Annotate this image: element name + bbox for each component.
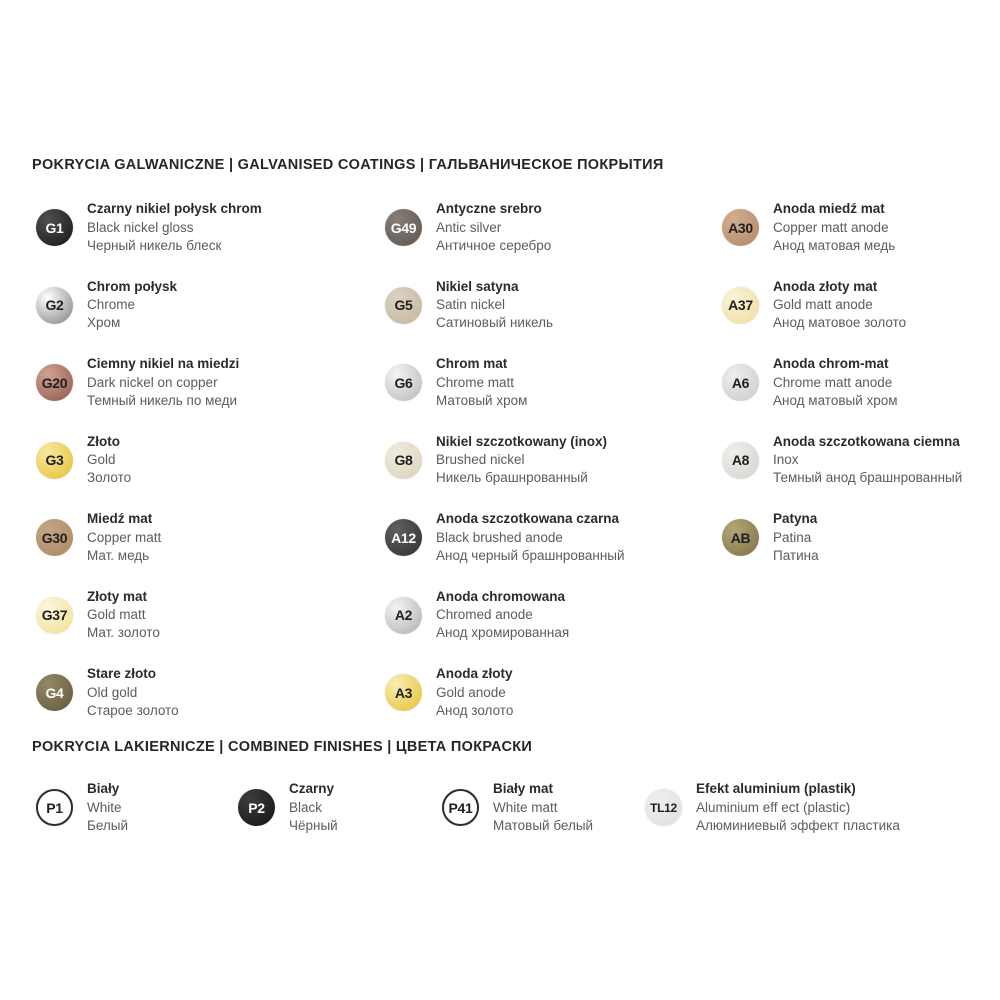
finish-name-en: Gold matt	[87, 607, 146, 623]
finish-swatch-p1	[36, 789, 73, 826]
finish-name-ru: Анод матовая медь	[773, 237, 896, 253]
finish-name-ru: Темный никель по меди	[87, 392, 237, 408]
finish-code: G1	[45, 219, 64, 236]
finish-item-ab	[722, 499, 962, 577]
finish-name-ru: Сатиновый никель	[436, 315, 553, 331]
finish-name-en: Black brushed anode	[436, 529, 563, 545]
finish-name-pl: Anoda szczotkowana czarna	[436, 511, 620, 527]
finish-swatch-a30	[722, 209, 759, 246]
finish-name-pl: Chrom mat	[436, 356, 508, 372]
finish-name-ru: Хром	[87, 315, 121, 331]
finish-name-ru: Патина	[773, 547, 819, 563]
finish-name-pl: Chrom połysk	[87, 278, 178, 294]
finish-labels	[436, 588, 569, 643]
finish-swatch-g2	[36, 287, 73, 324]
finish-name-pl: Czarny	[289, 781, 335, 797]
lacquered-column-1	[36, 769, 128, 847]
finish-labels	[773, 355, 898, 410]
finish-item-g3	[36, 422, 262, 500]
finish-name-pl: Anoda chromowana	[436, 588, 566, 604]
finish-labels	[493, 780, 593, 835]
finish-item-g30	[36, 499, 262, 577]
finish-name-en: Antic silver	[436, 219, 502, 235]
finish-name-ru: Античное серебро	[436, 237, 552, 253]
finish-name-en: White	[87, 799, 122, 815]
finish-name-en: Copper matt anode	[773, 219, 889, 235]
finish-swatch-g3	[36, 442, 73, 479]
finish-name-en: Brushed nickel	[436, 452, 525, 468]
finish-labels	[773, 278, 906, 333]
finish-name-pl: Nikiel satyna	[436, 278, 519, 294]
section-title-galvanised-coatings: POKRYCIA GALWANICZNE | GALVANISED COATINGS | ГАЛЬВАНИЧЕСКОЕ ПОКРЫТИЯ	[32, 157, 664, 173]
finish-code: AB	[730, 529, 751, 546]
finish-item-a2	[385, 577, 625, 655]
finish-code: G5	[394, 297, 413, 314]
finish-code: A3	[394, 684, 413, 701]
finish-name-ru: Анод матовое золото	[773, 315, 907, 331]
finish-labels	[773, 433, 962, 488]
finish-name-en: Aluminium eff ect (plastic)	[696, 799, 851, 815]
finish-name-pl: Złoto	[87, 433, 120, 449]
finish-swatch-g5	[385, 287, 422, 324]
finish-name-pl: Czarny nikiel połysk chrom	[87, 201, 262, 217]
finish-name-ru: Чёрный	[289, 817, 338, 833]
finish-labels	[289, 780, 338, 835]
finish-name-pl: Patyna	[773, 511, 818, 527]
finish-name-ru: Анод хромированная	[436, 625, 570, 641]
finish-name-en: Gold	[87, 452, 116, 468]
finish-name-en: Chrome	[87, 297, 136, 313]
finish-name-pl: Ciemny nikiel na miedzi	[87, 356, 240, 372]
finish-name-en: Dark nickel on copper	[87, 374, 218, 390]
finish-item-g1	[36, 189, 262, 267]
finish-name-ru: Золото	[87, 470, 132, 486]
lacquered-column-2	[238, 769, 338, 847]
finish-swatch-g8	[385, 442, 422, 479]
finish-name-en: Patina	[773, 529, 812, 545]
finish-labels	[87, 200, 262, 255]
finish-item-p2	[238, 769, 338, 847]
finish-name-pl: Złoty mat	[87, 588, 148, 604]
finish-labels	[87, 433, 131, 488]
finish-labels	[87, 355, 239, 410]
finish-name-ru: Анод матовый хром	[773, 392, 898, 408]
finish-name-en: Satin nickel	[436, 297, 506, 313]
section-title-combined-finishes: POKRYCIA LAKIERNICZE | COMBINED FINISHES | ЦВЕТА ПОКРАСКИ	[32, 739, 533, 755]
finish-labels	[436, 278, 553, 333]
finish-item-a12	[385, 499, 625, 577]
finish-swatch-a3	[385, 674, 422, 711]
finish-name-en: Gold anode	[436, 684, 506, 700]
finish-item-a6	[722, 344, 962, 422]
finish-name-ru: Матовый белый	[493, 817, 594, 833]
finish-code: P1	[46, 799, 63, 816]
finish-labels	[87, 278, 177, 333]
finish-name-en: Black	[289, 799, 323, 815]
finish-code: G37	[41, 607, 68, 624]
finish-name-ru: Анод черный брашнрованный	[436, 547, 625, 563]
finish-name-ru: Алюминиевый эффект пластика	[696, 817, 900, 833]
finish-swatch-a12	[385, 519, 422, 556]
finish-swatch-tl12	[645, 789, 682, 826]
finish-name-ru: Мат. медь	[87, 547, 150, 563]
finish-code: G8	[394, 452, 413, 469]
finish-code: G3	[45, 452, 64, 469]
finish-code: A2	[394, 607, 413, 624]
finish-swatch-a37	[722, 287, 759, 324]
finish-name-pl: Antyczne srebro	[436, 201, 542, 217]
finish-name-pl: Stare złoto	[87, 666, 157, 682]
finish-swatch-a8	[722, 442, 759, 479]
finish-item-g8	[385, 422, 625, 500]
finish-name-en: Chrome matt	[436, 374, 515, 390]
finish-item-a8	[722, 422, 962, 500]
lacquered-column-4	[645, 769, 900, 847]
finish-name-pl: Efekt aluminium (plastik)	[696, 781, 856, 797]
finish-name-ru: Черный никель блеск	[87, 237, 222, 253]
finish-swatch-g6	[385, 364, 422, 401]
finish-item-g4	[36, 654, 262, 732]
finish-name-ru: Никель брашнрованный	[436, 470, 588, 486]
finish-name-pl: Anoda chrom-mat	[773, 356, 889, 372]
finish-code: TL12	[650, 800, 677, 815]
finish-labels	[436, 510, 625, 565]
finish-swatch-g4	[36, 674, 73, 711]
finish-item-g5	[385, 267, 625, 345]
finish-name-en: Copper matt	[87, 529, 162, 545]
finish-code: G4	[45, 684, 64, 701]
finish-labels	[87, 510, 161, 565]
finish-item-a30	[722, 189, 962, 267]
finish-item-a37	[722, 267, 962, 345]
finish-name-pl: Anoda złoty mat	[773, 278, 878, 294]
finish-swatch-ab	[722, 519, 759, 556]
finish-name-en: Black nickel gloss	[87, 219, 194, 235]
finish-labels	[436, 355, 527, 410]
finish-code: G20	[41, 374, 68, 391]
finish-name-en: White matt	[493, 799, 558, 815]
finish-code: A30	[728, 219, 753, 236]
finish-labels	[87, 665, 179, 720]
galvanised-column-2	[385, 189, 625, 732]
finish-swatch-g30	[36, 519, 73, 556]
finish-name-pl: Nikiel szczotkowany (inox)	[436, 433, 608, 449]
finish-labels	[773, 200, 895, 255]
finish-name-ru: Мат. золото	[87, 625, 160, 641]
finish-swatch-g20	[36, 364, 73, 401]
finish-code: A12	[391, 529, 416, 546]
finish-item-g2	[36, 267, 262, 345]
finish-code: A8	[731, 452, 750, 469]
lacquered-column-3	[442, 769, 593, 847]
galvanised-column-1	[36, 189, 262, 732]
finish-labels	[87, 588, 160, 643]
finish-labels	[436, 665, 513, 720]
finish-name-ru: Анод золото	[436, 702, 514, 718]
finish-name-pl: Anoda złoty	[436, 666, 513, 682]
finish-item-g37	[36, 577, 262, 655]
finish-labels	[436, 200, 551, 255]
finish-name-pl: Miedź mat	[87, 511, 153, 527]
finish-swatch-g1	[36, 209, 73, 246]
finish-code: G30	[41, 529, 68, 546]
finish-swatch-p41	[442, 789, 479, 826]
finish-code: G49	[390, 219, 417, 236]
finish-name-en: Chromed anode	[436, 607, 533, 623]
finish-labels	[696, 780, 900, 835]
finish-name-pl: Biały	[87, 781, 120, 797]
finish-item-p1	[36, 769, 128, 847]
galvanised-column-3	[722, 189, 962, 577]
finish-item-g49	[385, 189, 625, 267]
finish-name-ru: Матовый хром	[436, 392, 528, 408]
finish-code: P41	[448, 799, 473, 816]
finish-code: P2	[248, 799, 265, 816]
finish-item-g20	[36, 344, 262, 422]
finish-code: G2	[45, 297, 64, 314]
finish-name-en: Inox	[773, 452, 799, 468]
finish-item-p41	[442, 769, 593, 847]
finish-labels	[773, 510, 819, 565]
finish-swatch-a6	[722, 364, 759, 401]
finish-code: A6	[731, 374, 750, 391]
finish-name-ru: Белый	[87, 817, 129, 833]
finish-swatch-g37	[36, 597, 73, 634]
finish-name-pl: Anoda szczotkowana ciemna	[773, 433, 960, 449]
finish-labels	[436, 433, 607, 488]
finish-name-pl: Biały mat	[493, 781, 554, 797]
finish-swatch-p2	[238, 789, 275, 826]
finish-name-ru: Старое золото	[87, 702, 179, 718]
finish-labels	[87, 780, 128, 835]
finish-name-ru: Темный анод брашнрованный	[773, 470, 963, 486]
finish-code: G6	[394, 374, 413, 391]
finish-name-pl: Anoda miedź mat	[773, 201, 885, 217]
finish-name-en: Chrome matt anode	[773, 374, 893, 390]
finish-item-a3	[385, 654, 625, 732]
finish-swatch-a2	[385, 597, 422, 634]
finish-item-g6	[385, 344, 625, 422]
finish-name-en: Gold matt anode	[773, 297, 873, 313]
finish-code: A37	[728, 297, 753, 314]
finish-item-tl12	[645, 769, 900, 847]
finish-name-en: Old gold	[87, 684, 138, 700]
finish-swatch-g49	[385, 209, 422, 246]
